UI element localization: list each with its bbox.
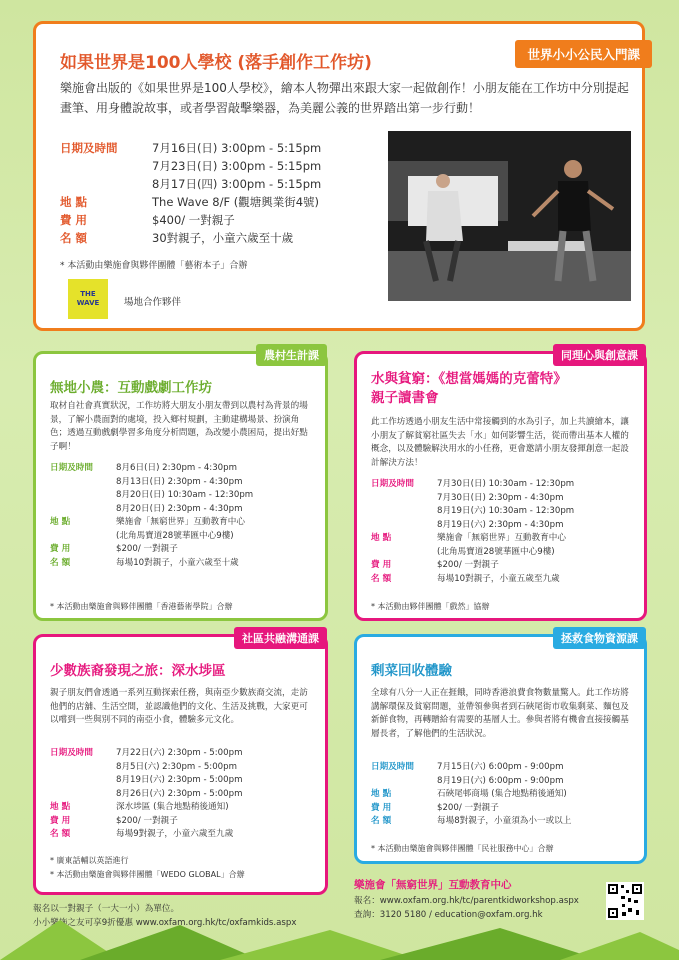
workshop-photo — [388, 131, 631, 301]
workshop-info — [60, 139, 321, 247]
venue-address: (北角馬寶道28號華匯中心9樓) — [437, 546, 555, 557]
quota-value: 每場10對親子，小童六歲至十歲 — [116, 557, 239, 568]
fee-label: 費 用 — [371, 802, 392, 813]
date-value: 8月17日(四) 3:00pm - 5:15pm — [152, 177, 322, 191]
workshop-title-line: 水與貧窮：《想當媽媽的克蕾特》 — [371, 371, 567, 387]
quota-value: 每場9對親子，小童六歲至九歲 — [116, 829, 234, 839]
workshop-description: 全球有八分一人正在捱餓，同時香港浪費食物數量驚人。此工作坊將講解環保及貧窮問題，並帶領參與者到石硤尾街市收集剩菜、麵包及新鮮食物，再轉贈給有需要的基層人士。參與者將有機會直接接觸基層長者，了解他們的生活狀況。 — [371, 688, 629, 739]
organizer-note: * 本活動由樂施會與夥伴團體「藝術本子」合辦 — [60, 261, 248, 271]
date-label: 日期及時間 — [50, 463, 93, 473]
language-note: * 廣東話輔以英語進行 — [50, 856, 129, 865]
date-value: 8月19日(六) 10:30am - 12:30pm — [437, 506, 575, 516]
decorative-stripes — [0, 920, 679, 960]
date-label: 日期及時間 — [60, 141, 118, 155]
contact-block — [354, 878, 579, 922]
workshop-title: 如果世界是100人學校 (落手創作工作坊) — [60, 53, 372, 73]
fee-label: 費 用 — [50, 544, 71, 554]
category-tag: 同理心與創意課 — [553, 344, 646, 366]
workshop-description: 親子朋友們會透過一系列互動探索任務，與南亞少數族裔交流，走訪他們的店舖、生活空間，並認識他們的文化、生活及挑戰，大家更可以嚐到一些與別不同的南亞小食，體驗多元文化。 — [50, 688, 308, 725]
date-label: 日期及時間 — [371, 479, 414, 489]
venue-value: The Wave 8/F (觀塘興業街4號) — [152, 195, 320, 209]
venue-value: 樂施會「無窮世界」互動教育中心 — [437, 533, 566, 543]
fee-value: $200/ 一對親子 — [116, 544, 178, 554]
workshop-title-line: 親子讀書會 — [371, 390, 439, 406]
enquiry-contact: 查詢：3120 5180 / education@oxfam.org.hk — [354, 910, 543, 920]
organizer-note: * 本活動由夥伴團體「戲然」協辦 — [371, 602, 490, 611]
date-value: 8月6日(日) 2:30pm - 4:30pm — [116, 463, 237, 473]
workshop-title: 無地小農：互動戲劇工作坊 — [50, 380, 212, 396]
workshop-title: 少數族裔發現之旅：深水埗區 — [50, 663, 226, 679]
category-tag: 拯救食物資源課 — [553, 627, 646, 649]
workshop-info — [371, 478, 574, 586]
date-value: 7月30日(日) 10:30am - 12:30pm — [437, 479, 575, 489]
workshop-description: 取材自社會真實狀況，工作坊將大朋友小朋友帶到以農村為背景的場景，了解小農面對的處境，投入鄉村規劃，主動建構場景、扮演角色；透過互動戲劇學習多角度分析問題，為改變小農困局，提出好點子啊！ — [50, 401, 308, 452]
fee-value: $400/ 一對親子 — [152, 213, 235, 227]
logo-caption: 場地合作夥伴 — [124, 297, 182, 308]
category-tag: 社區共融溝通課 — [234, 627, 327, 649]
fee-value: $200/ 一對親子 — [437, 560, 499, 570]
workshop-description: 此工作坊透過小朋友生活中常接觸到的水為引子，加上共讀繪本，讓小朋友了解貧窮社區失去「水」如何影響生活，從而帶出基本人權的概念，以及體驗解決用水的小任務，更會邀請小朋友發揮創意一起設計解決方法！ — [371, 417, 629, 468]
venue-value: 深水埗區 (集合地點稍後通知) — [116, 802, 229, 812]
organizer-note: * 本活動由樂施會與夥伴團體「香港藝術學院」合辦 — [50, 602, 233, 611]
fee-value: $200/ 一對親子 — [116, 815, 178, 826]
workshop-card-rural — [33, 351, 328, 621]
date-value: 8月20日(日) 2:30pm - 4:30pm — [116, 503, 243, 514]
date-value: 7月23日(日) 3:00pm - 5:15pm — [152, 159, 322, 173]
workshop-card-food — [354, 634, 647, 864]
workshop-title: 剩菜回收體驗 — [371, 663, 452, 679]
date-value: 7月22日(六) 2:30pm - 5:00pm — [116, 748, 243, 758]
date-value: 7月30日(日) 2:30pm - 4:30pm — [437, 492, 564, 503]
featured-workshop-card — [33, 21, 645, 331]
workshop-card-water — [354, 351, 647, 621]
organizer-note: * 本活動由樂施會與夥伴團體「民社服務中心」合辦 — [371, 844, 554, 853]
venue-label: 地 點 — [50, 802, 71, 812]
quota-label: 名 額 — [50, 557, 71, 568]
org-name: 樂施會「無窮世界」互動教育中心 — [354, 879, 512, 891]
date-value: 8月20日(日) 10:30am - 12:30pm — [116, 490, 254, 500]
venue-label: 地 點 — [371, 789, 392, 799]
date-value: 8月19日(六) 2:30pm - 4:30pm — [437, 519, 564, 530]
date-label: 日期及時間 — [371, 762, 414, 772]
quota-label: 名 額 — [60, 231, 88, 245]
fee-label: 費 用 — [371, 560, 392, 570]
fee-label: 費 用 — [50, 815, 71, 826]
date-value: 8月13日(日) 2:30pm - 4:30pm — [116, 476, 243, 487]
venue-label: 地 點 — [60, 195, 88, 209]
organizer-note: * 本活動由樂施會與夥伴團體「WEDO GLOBAL」合辦 — [50, 870, 245, 879]
venue-address: (北角馬寶道28號華匯中心9樓) — [116, 530, 234, 541]
date-value: 8月19日(六) 2:30pm - 5:00pm — [116, 775, 243, 785]
workshop-card-ethnic — [33, 634, 328, 895]
category-tag: 世界小小公民入門課 — [515, 40, 652, 68]
date-value: 8月19日(六) 6:00pm - 9:00pm — [437, 775, 564, 786]
quota-label: 名 額 — [371, 816, 392, 826]
fee-label: 費 用 — [60, 213, 88, 227]
workshop-info — [50, 747, 242, 842]
quota-value: 每場8對親子，小童須為小一或以上 — [437, 816, 572, 826]
category-tag: 農村生計課 — [256, 344, 327, 366]
fee-value: $200/ 一對親子 — [437, 802, 499, 813]
workshop-title — [371, 370, 567, 408]
registration-unit-note: 報名以一對親子（一大一小）為單位。 — [33, 904, 180, 914]
date-value: 7月15日(六) 6:00pm - 9:00pm — [437, 762, 564, 772]
date-value: 8月5日(六) 2:30pm - 5:00pm — [116, 761, 237, 772]
quota-label: 名 額 — [50, 829, 71, 839]
quota-value: 每場10對親子，小童五歲至九歲 — [437, 573, 560, 584]
logo-wordmark: THE WAVE — [76, 290, 100, 307]
venue-label: 地 點 — [50, 517, 71, 527]
venue-value: 石硤尾邨商場 (集合地點稍後通知) — [437, 789, 567, 799]
the-wave-logo — [68, 279, 108, 319]
registration-link[interactable]: 報名：www.oxfam.org.hk/tc/parentkidworkshop.aspx — [354, 896, 579, 906]
member-discount-link[interactable]: 小小樂施之友可享9折優惠 www.oxfam.org.hk/tc/oxfamkids.aspx — [33, 918, 297, 928]
workshop-description: 樂施會出版的《如果世界是100人學校》，繪本人物彈出來跟大家一起做創作！小朋友能在工作坊中分別提起畫筆、用身體說故事，或者學習敲擊樂器，為美麗公義的世界踏出第一步行動！ — [60, 81, 629, 115]
qr-code-icon[interactable] — [606, 882, 644, 920]
venue-value: 樂施會「無窮世界」互動教育中心 — [116, 517, 245, 527]
date-value: 7月16日(日) 3:00pm - 5:15pm — [152, 141, 322, 155]
date-value: 8月26日(六) 2:30pm - 5:00pm — [116, 788, 243, 799]
workshop-info — [371, 761, 571, 829]
quota-value: 30對親子，小童六歲至十歲 — [152, 231, 294, 245]
date-label: 日期及時間 — [50, 748, 93, 758]
venue-label: 地 點 — [371, 533, 392, 543]
quota-label: 名 額 — [371, 573, 392, 584]
workshop-info — [50, 462, 253, 570]
